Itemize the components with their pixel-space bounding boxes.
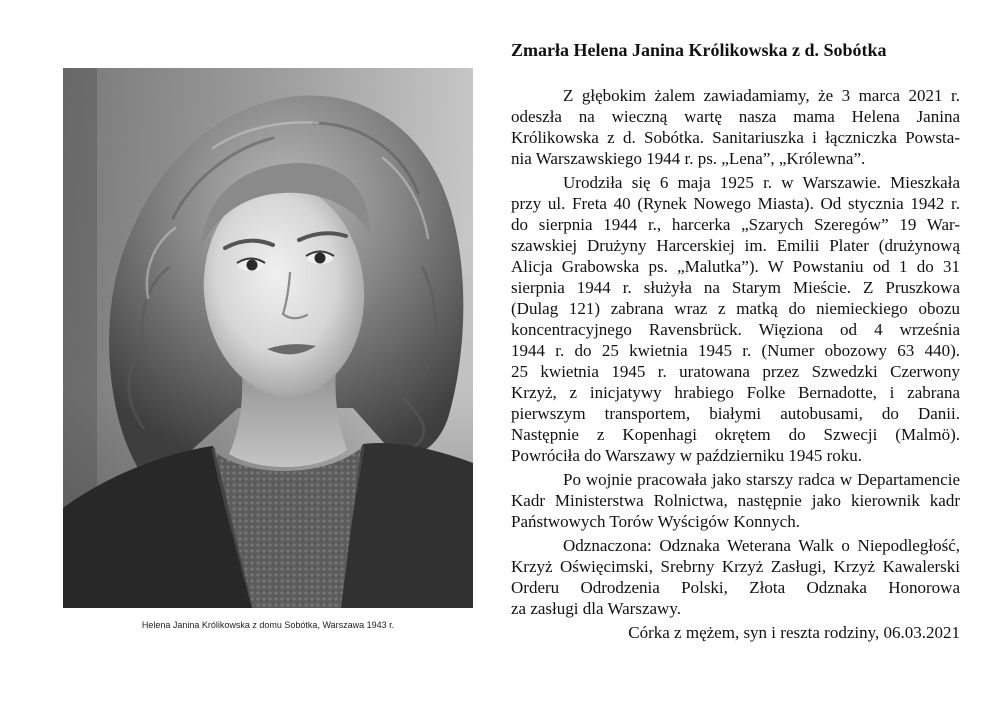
- portrait-image: [63, 68, 473, 608]
- text-line: Orderu Odrodzenia Polski, Złota Odznaka Honorowa: [511, 578, 960, 597]
- text-line: Państwowych Torów Wyścigów Konnych.: [511, 512, 800, 531]
- text-line: Krzyż Oświęcimski, Srebrny Krzyż Zasługi, Krzyż Kawalerski: [511, 557, 960, 576]
- text-line: odeszła na wieczną wartę nasza mama Helena Janina: [511, 107, 960, 126]
- text-line: nia Warszawskiego 1944 r. ps. „Lena”, „Królewna”.: [511, 149, 866, 168]
- obituary-paragraph-3: [511, 469, 960, 532]
- signature-line: Córka z mężem, syn i reszta rodziny, 06.03.2021: [628, 623, 960, 642]
- obituary-paragraph-1: [511, 85, 960, 169]
- text-line: Kadr Ministerstwa Rolnictwa, następnie jako kierownik kadr: [511, 491, 960, 510]
- obituary-paragraph-4: [511, 535, 960, 619]
- text-line: sierpnia 1944 r. służyła na Starym Mieście. Z Pruszkowa: [511, 278, 960, 297]
- text-line: (Dulag 121) zabrana wraz z matką do niemieckiego obozu: [511, 299, 960, 318]
- obituary-body: [511, 85, 960, 643]
- text-line: przy ul. Freta 40 (Rynek Nowego Miasta). Od stycznia 1942 r.: [511, 194, 960, 213]
- text-line: koncentracyjnego Ravensbrück. Więziona od 4 września: [511, 320, 960, 339]
- text-line: 1944 r. do 25 kwietnia 1945 r. (Numer obozowy 63 440).: [511, 341, 960, 360]
- text-line: Urodziła się 6 maja 1925 r. w Warszawie. Mieszkała: [563, 173, 960, 192]
- photo-caption: Helena Janina Królikowska z domu Sobótka, Warszawa 1943 r.: [141, 620, 395, 630]
- text-line: Po wojnie pracowała jako starszy radca w Departamencie: [563, 470, 960, 489]
- obituary-title: Zmarła Helena Janina Królikowska z d. Sobótka: [511, 40, 887, 60]
- text-line: Alicja Grabowska ps. „Malutka”). W Powstaniu od 1 do 31: [511, 257, 960, 276]
- text-line: 25 kwietnia 1945 r. uratowana przez Szwedzki Czerwony: [511, 362, 960, 381]
- text-line: szawskiej Drużyny Harcerskiej im. Emilii Plater (drużynową: [511, 236, 960, 255]
- text-line: do sierpnia 1944 r., harcerka „Szarych Szeregów” 19 War-: [511, 215, 960, 234]
- text-line: Krzyż, z inicjatywy hrabiego Folke Bernadotte, i zabrana: [511, 383, 960, 402]
- portrait-photo: [63, 68, 473, 608]
- text-line: Z głębokim żalem zawiadamiamy, że 3 marca 2021 r.: [563, 86, 960, 105]
- text-line: Królikowska z d. Sobótka. Sanitariuszka i łączniczka Powsta-: [511, 128, 960, 147]
- text-line: Powróciła do Warszawy w październiku 1945 roku.: [511, 446, 862, 465]
- text-line: Odznaczona: Odznaka Weterana Walk o Niepodległość,: [563, 536, 960, 555]
- obituary-paragraph-2: [511, 172, 960, 466]
- text-line: za zasługi dla Warszawy.: [511, 599, 681, 618]
- text-line: pierwszym transportem, białymi autobusami, do Danii.: [511, 404, 960, 423]
- text-line: Następnie z Kopenhagi okrętem do Szwecji (Malmö).: [511, 425, 960, 444]
